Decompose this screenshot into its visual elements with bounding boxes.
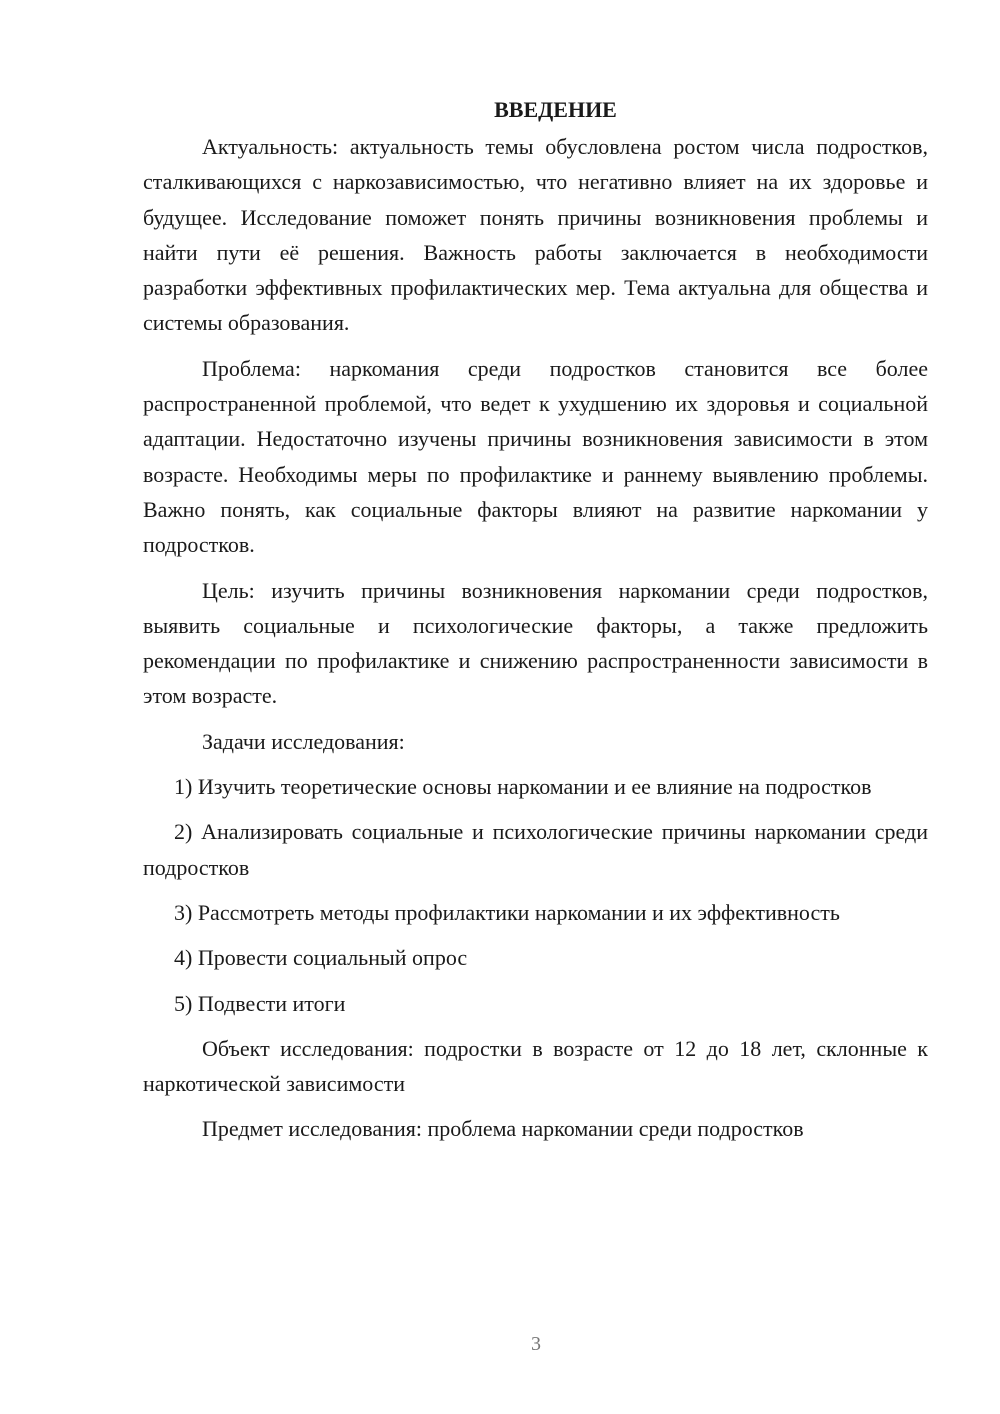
problem-paragraph: Проблема: наркомания среди подростков становится все более распространенной проблемой, что ведет к ухудшению их здоровья и социальной адаптации. Недостаточно изучены причины возникновения зависимости в этом возрасте. Необходимы меры по профилактике и раннему выявлению проблемы. Важно понять, как социальные факторы влияют на развитие наркомании у подростков.	[143, 355, 928, 558]
page-number: 3	[531, 1333, 541, 1355]
section-heading: ВВЕДЕНИЕ	[494, 97, 617, 122]
task-item-1: 1) Изучить теоретические основы наркомании и ее влияние на подростков	[174, 774, 872, 800]
task-item-2: 2) Анализировать социальные и психологические причины наркомании среди подростков	[143, 819, 928, 880]
document-body	[143, 92, 928, 1157]
task-item-4: 4) Провести социальный опрос	[174, 945, 468, 971]
tasks-list	[143, 769, 928, 1021]
goal-paragraph: Цель: изучить причины возникновения наркомании среди подростков, выявить социальные и психологические факторы, а также предложить рекомендации по профилактике и снижению распространенности зависимости в этом возрасте.	[143, 577, 928, 709]
task-item-3: 3) Рассмотреть методы профилактики наркомании и их эффективность	[174, 899, 840, 925]
task-item-5: 5) Подвести итоги	[174, 990, 346, 1016]
object-paragraph: Объект исследования: подростки в возрасте от 12 до 18 лет, склонные к наркотической зависимости	[143, 1035, 928, 1097]
tasks-title: Задачи исследования:	[202, 728, 405, 754]
relevance-paragraph: Актуальность: актуальность темы обусловлена ростом числа подростков, сталкивающихся с наркозависимостью, что негативно влияет на их здоровье и будущее. Исследование поможет понять причины возникновения проблемы и найти пути её решения. Важность работы заключается в необходимости разработки эффективных профилактических мер. Тема актуальна для общества и системы образования.	[143, 134, 928, 336]
subject-paragraph: Предмет исследования: проблема наркомании среди подростков	[202, 1116, 804, 1142]
